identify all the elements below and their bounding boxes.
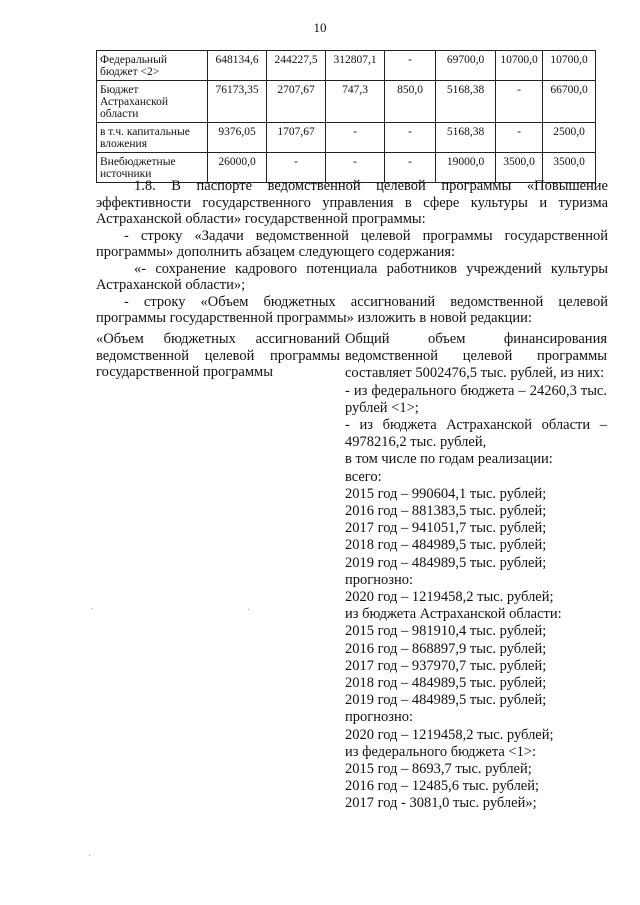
table-cell: Внебюджетные источники: [97, 153, 208, 183]
text-line: прогнозно:: [345, 571, 413, 588]
table-cell: 2707,67: [267, 81, 326, 123]
table-cell: 3500,0: [496, 153, 543, 183]
text-line: всего:: [345, 468, 382, 485]
table-cell: 312807,1: [326, 51, 385, 81]
table-cell: 10700,0: [543, 51, 596, 81]
scan-speck: ·: [90, 604, 94, 615]
text-line: 2020 год – 1219458,2 тыс. рублей;: [345, 589, 554, 606]
budget-table: [96, 50, 596, 183]
text-line: - из бюджета Астраханской области – 4978216,2 тыс. рублей,: [345, 417, 607, 451]
row-label-column: «Объем бюджетных ассигнований ведомственной целевой программы государственной программы: [96, 331, 340, 380]
text-line: 2017 год - 3081,0 тыс. рублей»;: [345, 795, 537, 812]
paragraph: - строку «Задачи ведомственной целевой программы государственной программы» дополнить абзацем следующего содержания:: [96, 227, 608, 260]
text-line: 2016 год – 868897,9 тыс. рублей;: [345, 640, 547, 657]
scan-speck: ·: [88, 851, 92, 862]
text-line: 2015 год – 8693,7 тыс. рублей;: [345, 761, 532, 778]
table-cell: 3500,0: [543, 153, 596, 183]
row-value-column: [345, 331, 607, 813]
table-cell: Федеральный бюджет <2>: [97, 51, 208, 81]
table-cell: -: [385, 153, 436, 183]
text-line: 2019 год – 484989,5 тыс. рублей;: [345, 692, 547, 709]
table-cell: 850,0: [385, 81, 436, 123]
table-row: [97, 51, 596, 81]
paragraph: - строку «Объем бюджетных ассигнований ведомственной целевой программы государственной программы» изложить в новой редакции:: [96, 293, 608, 326]
table-cell: 19000,0: [436, 153, 496, 183]
table-cell: 76173,35: [208, 81, 267, 123]
table-cell: -: [385, 51, 436, 81]
table-cell: 26000,0: [208, 153, 267, 183]
page-number: 10: [313, 20, 327, 35]
table-cell: 747,3: [326, 81, 385, 123]
text-line: 2015 год – 981910,4 тыс. рублей;: [345, 623, 547, 640]
amendment-text: [96, 178, 608, 327]
table-cell: Бюджет Астраханской области: [97, 81, 208, 123]
paragraph: «- сохранение кадрового потенциала работников учреждений культуры Астраханской области»;: [96, 260, 608, 293]
table-cell: 66700,0: [543, 81, 596, 123]
table-cell: 2500,0: [543, 123, 596, 153]
text-line: 2017 год – 941051,7 тыс. рублей;: [345, 520, 547, 537]
text-line: 2016 год – 881383,5 тыс. рублей;: [345, 503, 547, 520]
text-line: из бюджета Астраханской области:: [345, 606, 562, 623]
table-cell: 69700,0: [436, 51, 496, 81]
table-cell: -: [496, 81, 543, 123]
table-cell: -: [267, 153, 326, 183]
table-cell: -: [326, 153, 385, 183]
table-cell: 244227,5: [267, 51, 326, 81]
table-row: [97, 123, 596, 153]
table-cell: 1707,67: [267, 123, 326, 153]
text-line: 2018 год – 484989,5 тыс. рублей;: [345, 675, 547, 692]
table-row: [97, 81, 596, 123]
table-cell: 9376,05: [208, 123, 267, 153]
text-line: - из федерального бюджета – 24260,3 тыс. рублей <1>;: [345, 382, 607, 416]
text-line: 2019 год – 484989,5 тыс. рублей;: [345, 554, 547, 571]
table-cell: в т.ч. капитальные вложения: [97, 123, 208, 153]
table-cell: 10700,0: [496, 51, 543, 81]
text-line: 2016 год – 12485,6 тыс. рублей;: [345, 778, 540, 795]
text-line: 2015 год – 990604,1 тыс. рублей;: [345, 485, 547, 502]
table-cell: 5168,38: [436, 81, 496, 123]
text-line: в том числе по годам реализации:: [345, 451, 553, 468]
text-line: 2017 год – 937970,7 тыс. рублей;: [345, 657, 547, 674]
table-cell: -: [496, 123, 543, 153]
text-line: Общий объем финансирования ведомственной целевой программы составляет 5002476,5 тыс. рублей, из них:: [345, 331, 607, 382]
scan-speck: ·: [247, 605, 251, 616]
paragraph: 1.8. В паспорте ведомственной целевой программы «Повышение эффективности государственного управления в сфере культуры и туризма Астраханской области» государственной программы:: [96, 178, 608, 227]
table-cell: 648134,6: [208, 51, 267, 81]
table-cell: -: [326, 123, 385, 153]
text-line: прогнозно:: [345, 709, 413, 726]
text-line: 2020 год – 1219458,2 тыс. рублей;: [345, 726, 554, 743]
text-line: из федерального бюджета <1>:: [345, 743, 537, 760]
text-line: 2018 год – 484989,5 тыс. рублей;: [345, 537, 547, 554]
table-cell: 5168,38: [436, 123, 496, 153]
table-cell: -: [385, 123, 436, 153]
